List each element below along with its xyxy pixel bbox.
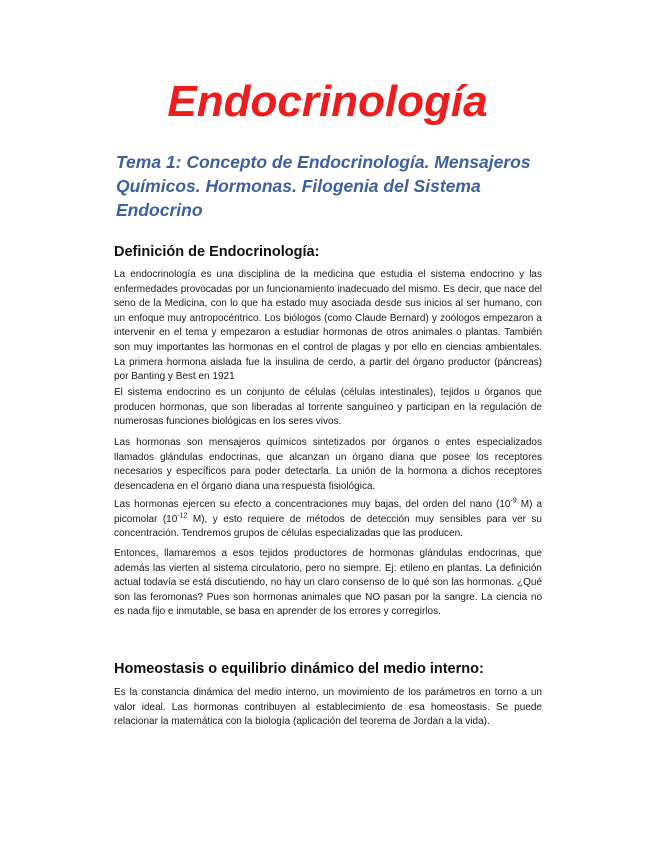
document-subtitle: Tema 1: Concepto de Endocrinología. Mensajeros Químicos. Hormonas. Filogenia del Sistema Endocrino bbox=[116, 152, 531, 220]
paragraph-definicion-1: La endocrinología es una disciplina de la medicina que estudia el sistema endocrino y las enfermedades provocadas por un funcionamiento inadecuado del mismo. Es decir, que nace del seno de la Medicina, con lo que ha estado muy asociada desde sus inicios al ser humano, con un enfoque muy antropocéntrico. Los biólogos (como Claude Bernard) y zoólogos empezaron a intervenir en el tema y empezaron a estudiar hormonas de otros animales o plantas. También son muy importantes las hormonas en el control de plagas y por ello en ciencias ambientales. La primera hormona aislada fue la insulina de cerdo, a partir del órgano productor (páncreas) por Banting y Best en 1921 bbox=[114, 269, 542, 383]
paragraph-definicion-3: Las hormonas son mensajeros químicos sintetizados por órganos o entes especializados llamados glándulas endocrinas, que alcanzan un órgano diana que posee los receptores necesarios y específicos para poder detectarla. La unión de la hormona a dichos receptores desencadena en el órgano diana una respuesta fisiológica. bbox=[114, 437, 542, 492]
paragraph-definicion-2: El sistema endocrino es un conjunto de células (células intestinales), tejidos u órganos que producen hormonas, que son liberadas al torrente sanguíneo y participan en la regulación de numerosas funciones biológicas en los seres vivos. bbox=[114, 387, 542, 428]
section-heading-definicion: Definición de Endocrinología: bbox=[114, 244, 320, 260]
superscript-exponent: -9 bbox=[510, 497, 517, 505]
paragraph-definicion-5: Entonces, llamaremos a esos tejidos productores de hormonas glándulas endocrinas, que además las vierten al sistema circulatorio, pero no siempre. Ej: etileno en plantas. La definición actual todavía se está discutiendo, no hay un claro consenso de lo qué son las hormonas. ¿Qué son las feromonas? Pues son hormonas animales que NO pasan por la sangre. La ciencia no es nada fijo e inmutable, se basa en aprender de los errores y corregirlos. bbox=[114, 548, 542, 618]
superscript-exponent: -12 bbox=[177, 512, 188, 520]
text-run: Las hormonas ejercen su efecto a concentraciones muy bajas, del orden del nano (10 bbox=[114, 499, 511, 510]
document-title: Endocrinología bbox=[167, 77, 488, 126]
paragraph-definicion-4 bbox=[114, 498, 542, 542]
paragraph-homeostasis-1: Es la constancia dinámica del medio interno, un movimiento de los parámetros en torno a un valor ideal. Las hormonas contribuyen al establecimiento de esa homeostasis. Se puede relacionar la matemática con la biología (aplicación del teorema de Jordan a la vida). bbox=[114, 687, 542, 728]
text-run: M), y esto requiere de métodos de detección muy sensibles para ver su concentración. Tendremos grupos de células especializadas que las producen. bbox=[114, 513, 542, 540]
section-heading-homeostasis: Homeostasis o equilibrio dinámico del medio interno: bbox=[114, 661, 484, 677]
text-run: M) a picomolar (10 bbox=[114, 499, 542, 525]
